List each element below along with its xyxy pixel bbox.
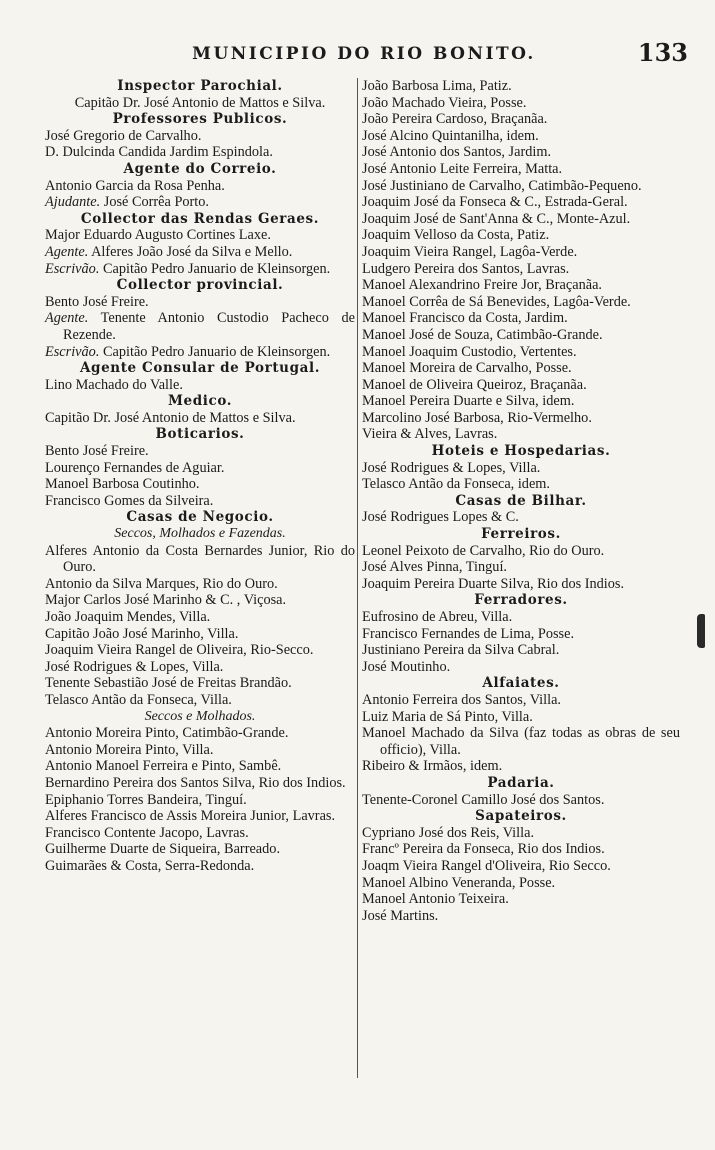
entry: Alferes Francisco de Assis Moreira Junior, Lavras. [45,808,336,825]
entry: Bento José Freire. [45,443,149,460]
entry: Manoel de Oliveira Queiroz, Braçanãa. [362,376,587,393]
entry: Manoel Machado da Silva (faz todas as obras de seu officio), Villa. [362,725,680,758]
entry: Manoel Francisco da Costa, Jardim. [362,310,568,327]
entry: José Gregorio de Carvalho. [45,127,202,144]
entry-name: Tenente Antonio Custodio Pacheco de Rezende. [63,310,355,343]
section-heading: Casas de Bilhar. [455,492,587,509]
entry [45,344,355,361]
entry-role: Agente. [45,310,89,327]
entry: José Rodrigues Lopes & C. [362,509,519,526]
entry-role: Escrivão. [45,260,100,277]
entry: Manoel Corrêa de Sá Benevides, Lagôa-Verde. [362,293,631,310]
entry: José Antonio Leite Ferreira, Matta. [362,160,563,177]
entry: Justiniano Pereira da Silva Cabral. [362,642,560,659]
section-heading: Collector provincial. [116,277,284,294]
page-number: 133 [637,38,688,67]
entry: Joaquim José da Fonseca & C., Estrada-Geral. [362,194,628,211]
entry: Francisco Fernandes de Lima, Posse. [362,625,575,642]
entry: Joaquim Velloso da Costa, Patiz. [362,227,550,244]
entry: Antonio Garcia da Rosa Penha. [45,177,225,194]
entry: Manoel Barbosa Coutinho. [45,476,200,493]
section-heading: Boticarios. [155,426,245,443]
entry: Antonio Moreira Pinto, Catimbão-Grande. [45,725,289,742]
entry: Joaquim Pereira Duarte Silva, Rio dos Indios. [362,575,625,592]
section-heading: Ferradores. [474,592,568,609]
entry: José Moutinho. [362,658,451,675]
entry [45,261,355,278]
entry-role: Escrivão. [45,343,100,360]
entry: Antonio Moreira Pinto, Villa. [45,741,214,758]
entry: João Machado Vieira, Posse. [362,94,527,111]
page-title: MUNICIPIO DO RIO BONITO. [192,44,536,64]
entry: Telasco Antão da Fonseca, Villa. [45,691,232,708]
entry: Ribeiro & Irmãos, idem. [362,758,503,775]
entry: José Alcino Quintanilha, idem. [362,127,539,144]
entry-name: Capitão Pedro Januario de Kleinsorgen. [99,260,331,277]
entry: Manoel Joaquim Custodio, Vertentes. [362,343,577,360]
entry: Manoel Alexandrino Freire Jor, Braçanãa. [362,277,603,294]
entry: Antonio Manoel Ferreira e Pinto, Sambê. [45,758,282,775]
entry: Alferes Antonio da Costa Bernardes Junior, Rio do Ouro. [45,542,355,576]
entry: João Pereira Cardoso, Braçanãa. [362,111,548,128]
section-heading: Agente do Correio. [123,160,277,177]
section-heading: Hoteis e Hospedarias. [431,443,611,460]
entry: Francisco Contente Jacopo, Lavras. [45,824,249,841]
entry-role: Agente. [45,243,89,260]
entry: Antonio Ferreira dos Santos, Villa. [362,691,562,708]
entry: José Martins. [362,907,439,924]
entry: Joaquim Vieira Rangel, Lagôa-Verde. [362,243,578,260]
section-heading: Sapateiros. [475,808,567,825]
entry-name: Alferes João José da Silva e Mello. [88,243,293,260]
entry: Joaquim José de Sant'Anna & C., Monte-Azul. [362,210,631,227]
right-column [362,78,680,924]
entry: Marcolino José Barbosa, Rio-Vermelho. [362,409,592,426]
entry: Major Carlos José Marinho & C. , Viçosa. [45,592,287,609]
entry: Leonel Peixoto de Carvalho, Rio do Ouro. [362,542,605,559]
entry: Tenente-Coronel Camillo José dos Santos. [362,791,605,808]
section-heading: Agente Consular de Portugal. [79,360,320,377]
entry: Tenente Sebastião José de Freitas Brandão. [45,675,292,692]
entry: Guimarães & Costa, Serra-Redonda. [45,857,255,874]
entry: Francº Pereira da Fonseca, Rio dos Indios. [362,841,605,858]
entry: Lino Machado do Valle. [45,376,183,393]
page-edge-mark [697,614,705,648]
entry: Manoel Pereira Duarte e Silva, idem. [362,393,575,410]
section-heading: Professores Publicos. [112,111,288,128]
section-heading: Alfaiates. [482,675,560,692]
entry: Telasco Antão da Fonseca, idem. [362,476,550,493]
entry: Cypriano José dos Reis, Villa. [362,824,535,841]
entry: Bento José Freire. [45,293,149,310]
entry: Capitão Dr. José Antonio de Mattos e Silva. [74,94,326,111]
column-divider [357,78,358,1078]
entry: D. Dulcinda Candida Jardim Espindola. [45,144,273,161]
entry: Manoel Albino Veneranda, Posse. [362,874,556,891]
entry: José Alves Pinna, Tinguí. [362,559,507,576]
entry: Francisco Gomes da Silveira. [45,492,214,509]
entry: José Justiniano de Carvalho, Catimbão-Pequeno. [362,177,642,194]
entry: Manoel Moreira de Carvalho, Posse. [362,360,572,377]
entry: Bernardino Pereira dos Santos Silva, Rio dos Indios. [45,774,346,791]
entry: Lourenço Fernandes de Aguiar. [45,459,225,476]
entry: Capitão Dr. José Antonio de Mattos e Silva. [45,409,296,426]
entry: Antonio da Silva Marques, Rio do Ouro. [45,575,278,592]
entry: Ludgero Pereira dos Santos, Lavras. [362,260,570,277]
entry-name: Capitão Pedro Januario de Kleinsorgen. [99,343,331,360]
entry [45,194,355,211]
section-heading: Inspector Parochial. [117,78,283,94]
entry [45,310,355,343]
entry: Major Eduardo Augusto Cortines Laxe. [45,227,271,244]
entry: José Antonio dos Santos, Jardim. [362,144,552,161]
section-heading: Ferreiros. [481,526,561,543]
entry: Luiz Maria de Sá Pinto, Villa. [362,708,533,725]
entry-name: José Corrêa Porto. [100,194,210,211]
entry [45,244,355,261]
entry: Epiphanio Torres Bandeira, Tinguí. [45,791,247,808]
entry: Joaqm Vieira Rangel d'Oliveira, Rio Secco. [362,857,611,874]
entry: Manoel José de Souza, Catimbão-Grande. [362,326,603,343]
entry: José Rodrigues & Lopes, Villa. [45,658,224,675]
entry: Vieira & Alves, Lavras. [362,426,498,443]
page-header [40,38,688,70]
entry: João Joaquim Mendes, Villa. [45,609,211,625]
entry: João Barbosa Lima, Patiz. [362,78,512,94]
section-heading: Casas de Negocio. [126,509,274,526]
section-heading: Medico. [168,393,232,410]
section-subheading: Seccos, Molhados e Fazendas. [114,526,286,542]
entry: José Rodrigues & Lopes, Villa. [362,459,541,476]
section-heading: Collector das Rendas Geraes. [80,210,320,227]
section-subheading: Seccos e Molhados. [144,708,256,724]
left-column [45,78,355,875]
entry: Eufrosino de Abreu, Villa. [362,609,513,625]
entry: Joaquim Vieira Rangel de Oliveira, Rio-Secco. [45,642,314,659]
entry-role: Ajudante. [45,194,101,211]
entry: Guilherme Duarte de Siqueira, Barreado. [45,841,281,858]
entry: Manoel Antonio Teixeira. [362,891,509,908]
section-heading: Padaria. [487,774,555,791]
entry: Capitão João José Marinho, Villa. [45,625,239,642]
